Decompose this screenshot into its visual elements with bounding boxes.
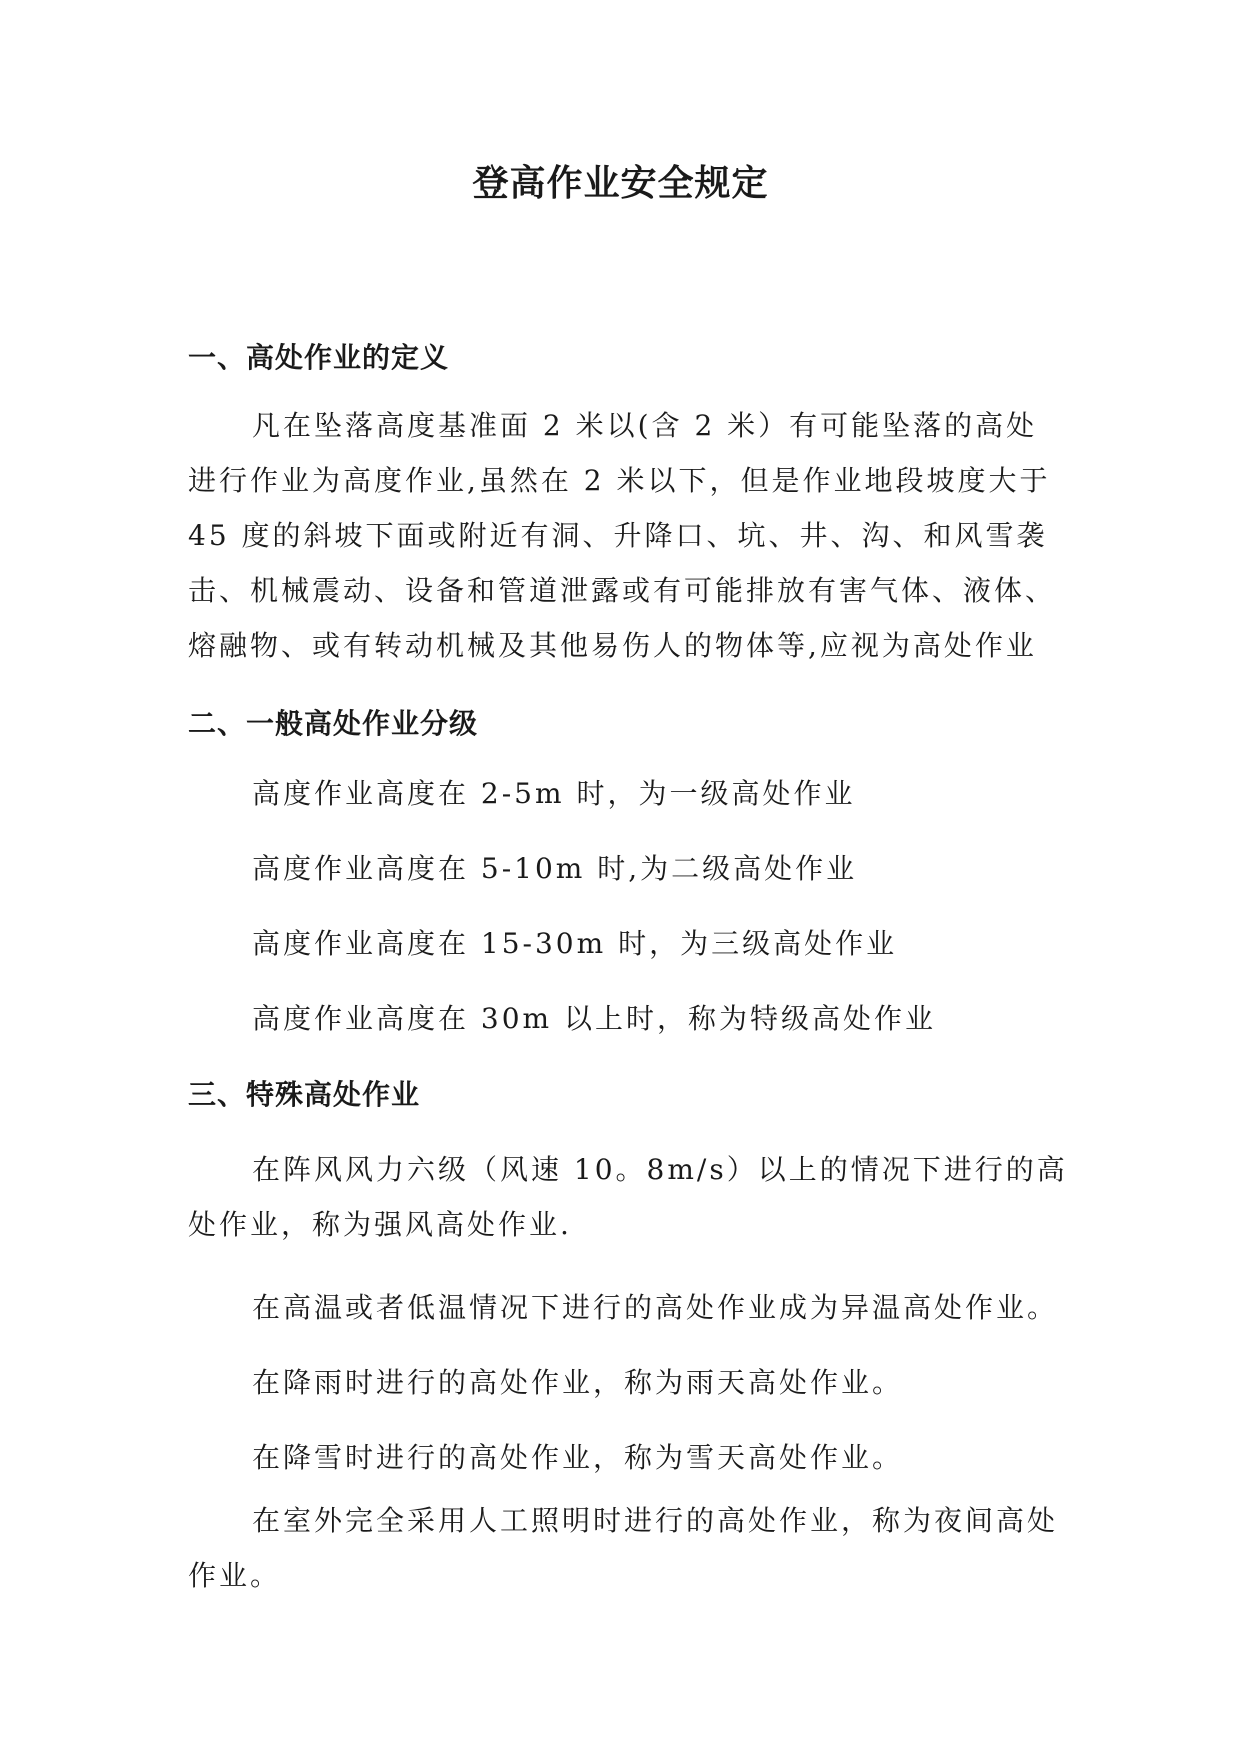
- section-3-paragraph-5: 在室外完全采用人工照明时进行的高处作业，称为夜间高处作业。: [188, 1504, 1059, 1592]
- section-3-paragraph-4: 在降雪时进行的高处作业，称为雪天高处作业。: [252, 1441, 904, 1474]
- section-2-heading: 二、一般高处作业分级: [188, 707, 479, 740]
- section-2-paragraph-1: 高度作业高度在 2-5m 时，为一级高处作业: [252, 777, 856, 810]
- document-title: 登高作业安全规定: [472, 163, 769, 204]
- section-3-paragraph-1: 在阵风风力六级（风速 10。8m/s）以上的情况下进行的高处作业，称为强风高处作业.: [188, 1153, 1068, 1241]
- section-1-paragraph-1: 凡在坠落高度基准面 2 米以(含 2 米）有可能坠落的高处进行作业为高度作业,虽然在 2 米以下，但是作业地段坡度大于 45 度的斜坡下面或附近有洞、升降口、坑、井、沟、和风雪袭击、机械震动、设备和管道泄露或有可能排放有害气体、液体、熔融物、或有转动机械及其他易伤人的物体等,应视为高处作业: [188, 409, 1057, 662]
- section-3-heading: 三、特殊高处作业: [188, 1078, 421, 1111]
- section-1-heading: 一、高处作业的定义: [188, 341, 450, 374]
- section-3-paragraph-2: 在高温或者低温情况下进行的高处作业成为异温高处作业。: [252, 1291, 1059, 1324]
- section-2-paragraph-3: 高度作业高度在 15-30m 时，为三级高处作业: [252, 927, 898, 960]
- section-3-paragraph-3: 在降雨时进行的高处作业，称为雨天高处作业。: [252, 1366, 904, 1399]
- section-2-paragraph-2: 高度作业高度在 5-10m 时,为二级高处作业: [252, 852, 858, 885]
- section-2-paragraph-4: 高度作业高度在 30m 以上时，称为特级高处作业: [252, 1002, 936, 1035]
